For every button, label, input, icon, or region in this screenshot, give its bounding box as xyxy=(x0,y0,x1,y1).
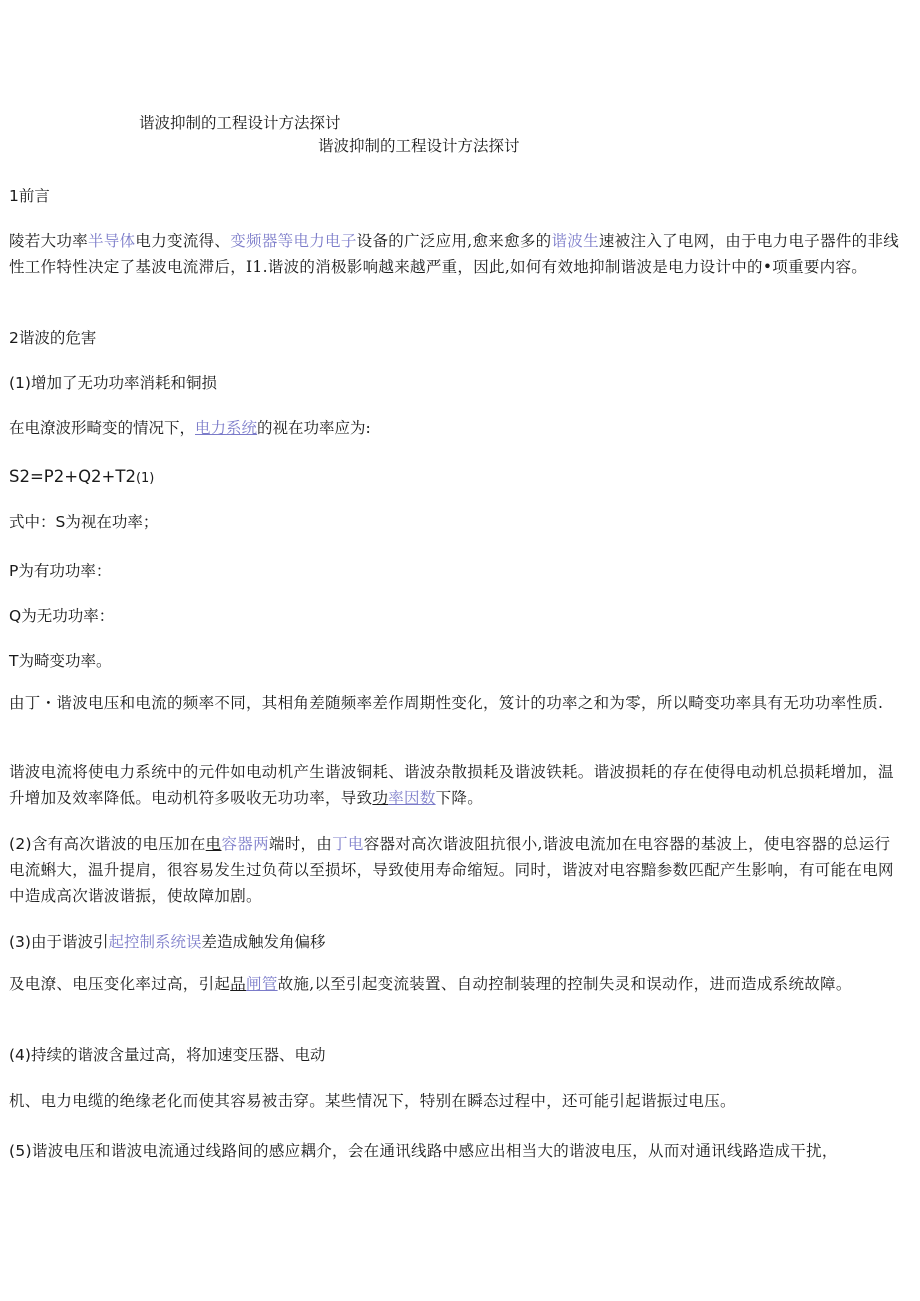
header-title: 谐波抑制的工程设计方法探讨 xyxy=(139,114,341,132)
item-1-heading: (1)增加了无功功率消耗和铜损 xyxy=(9,374,217,392)
paragraph-intro: 陵若大功率半导体电力变流得、变频器等电力电子设备的广泛应用,愈来愈多的谐波生速被注入了电网，由于电力电子器件的非线性工作特性决定了基波电流滞后，I1.谐波的消极影响越来越严重，因此,如何有效地抑制谐波是电力设计中的•项重要内容。 xyxy=(9,232,900,276)
section-heading-2 xyxy=(9,328,96,348)
link-power-factor[interactable]: 率因数 xyxy=(388,789,436,807)
definition-s: 式中：S为视在功率； xyxy=(9,513,159,531)
paragraph-communication: (5)谐波电压和谐波电流通过线路间的感应耦介，会在通讯线路中感应出相当大的谐波电压，从而对通讯线路造成干扰， xyxy=(9,1142,838,1160)
link-power-factor-a[interactable]: 功 xyxy=(372,789,389,807)
link-thyristor-a[interactable]: 品 xyxy=(230,975,247,993)
section-title: 谐波的危害 xyxy=(18,329,97,347)
section-number: 1 xyxy=(9,187,19,205)
link-capacitor-2[interactable]: 丁电 xyxy=(332,835,364,853)
link-power-electronics[interactable]: 电力电子 xyxy=(293,232,357,250)
definition-p: P为有功功率： xyxy=(9,562,112,580)
link-control-system[interactable]: 起控制系统误 xyxy=(108,933,202,951)
definition-q: Q为无功功率： xyxy=(9,607,115,625)
definition-t: T为畸变功率。 xyxy=(9,652,112,670)
link-harmonic[interactable]: 谐波生 xyxy=(551,232,599,250)
section-number: 2 xyxy=(9,329,19,347)
link-capacitor[interactable]: 容器两 xyxy=(221,835,269,853)
section-title: 前言 xyxy=(18,187,50,205)
link-power-system[interactable]: 电力系统 xyxy=(195,419,258,437)
formula-expression: S2=P2+Q2+T2 xyxy=(9,467,136,486)
section-heading-1 xyxy=(9,186,50,206)
document-title: 谐波抑制的工程设计方法探讨 xyxy=(318,137,520,155)
item-3-heading: (3)由于谐波引起控制系统误差造成触发角偏移 xyxy=(9,933,326,951)
link-thyristor[interactable]: 闸管 xyxy=(246,975,278,993)
link-inverter[interactable]: 变频器等 xyxy=(230,232,294,250)
paragraph-thyristor: 及电潦、电压变化率过高，引起品闸管故施,以至引起变流装置、自动控制装理的控制失灵和误动作，进而造成系统故障。 xyxy=(9,975,852,993)
link-semiconductor[interactable]: 半导体 xyxy=(88,232,136,250)
formula-ref: (1) xyxy=(135,471,155,486)
paragraph-distortion-power: 由丁・谐波电压和电流的频率不同，其相角差随频率差作周期性变化，笈计的功率之和为零，所以畸变功率具有无功功率性质. xyxy=(9,694,884,712)
paragraph-harmonic-losses: 谐波电流将使电力系统中的元件如电动机产生谐波铜耗、谐波杂散损耗及谐波铁耗。谐波损耗的存在使得电动机总损耗增加，温升增加及效率降低。电动机符多吸收无功功率，导致功率因数下降。 xyxy=(9,763,894,807)
link-capacitor-a[interactable]: 电 xyxy=(205,835,222,853)
paragraph-insulation: 机、电力电缆的绝缘老化而使其容易被击穿。某些情况下，特别在瞬态过程中，还可能引起谐振过电压。 xyxy=(9,1092,736,1110)
paragraph-apparent-power: 在电潦波形畸变的情况下，电力系统的视在功率应为: xyxy=(9,419,371,437)
item-4-heading: (4)持续的谐波含量过高，将加速变压器、电动 xyxy=(9,1046,326,1064)
formula xyxy=(9,467,154,489)
paragraph-capacitor: (2)含有高次谐波的电压加在电容器两端时，由丁电容器对高次谐波阻抗很小,谐波电流加在电容器的基波上，使电容器的总运行电流蝌大，温升提肩，很容易发生过负荷以至损坏，导致使用寿命缩短。同时，谐波对电容黯参数匹配产生影响，有可能在电网中造成高次谐波谐振，使故障加剧。 xyxy=(9,835,894,905)
